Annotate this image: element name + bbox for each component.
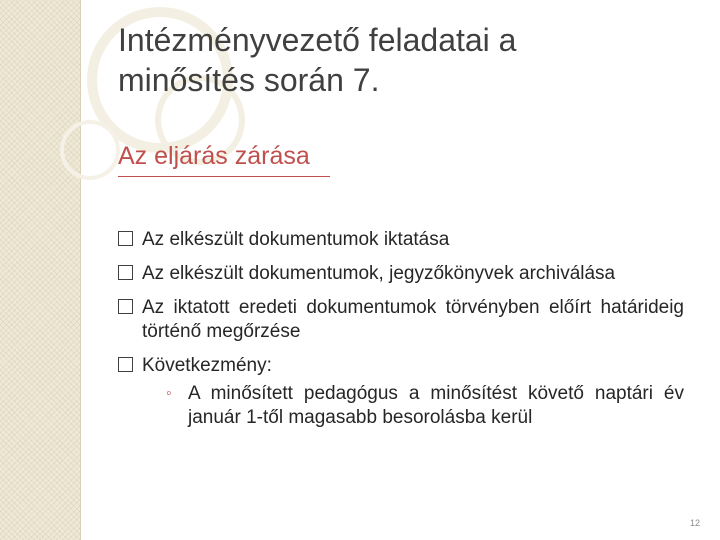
slide-title bbox=[118, 20, 678, 100]
bullet-item bbox=[118, 262, 684, 286]
page-number: 12 bbox=[690, 518, 701, 528]
checkbox-bullet-icon bbox=[118, 265, 133, 280]
bullet-text: Következmény: bbox=[142, 355, 272, 376]
bullet-item bbox=[118, 354, 684, 430]
side-divider bbox=[80, 0, 81, 540]
title-line-1: Intézményvezető feladatai a bbox=[118, 22, 517, 58]
bullet-text: Az elkészült dokumentumok iktatása bbox=[142, 229, 450, 250]
checkbox-bullet-icon bbox=[118, 231, 133, 246]
checkbox-bullet-icon bbox=[118, 357, 133, 372]
bullet-list bbox=[118, 228, 684, 440]
sub-bullet-item bbox=[142, 382, 684, 430]
decorative-side-strip bbox=[0, 0, 80, 540]
sub-bullet-text: A minősített pedagógus a minősítést követő naptári év január 1-től magasabb besorolásba kerül bbox=[188, 383, 684, 428]
title-line-2: minősítés során 7. bbox=[118, 62, 380, 98]
bullet-text: Az elkészült dokumentumok, jegyzőkönyvek archiválása bbox=[142, 263, 616, 284]
bullet-item bbox=[118, 296, 684, 344]
subtitle-underline bbox=[118, 176, 330, 177]
slide-subtitle: Az eljárás zárása bbox=[118, 142, 310, 170]
bullet-item bbox=[118, 228, 684, 252]
checkbox-bullet-icon bbox=[118, 299, 133, 314]
bullet-text: Az iktatott eredeti dokumentumok törvényben előírt határideig történő megőrzése bbox=[142, 297, 684, 342]
circle-bullet-icon: ◦ bbox=[166, 385, 172, 402]
